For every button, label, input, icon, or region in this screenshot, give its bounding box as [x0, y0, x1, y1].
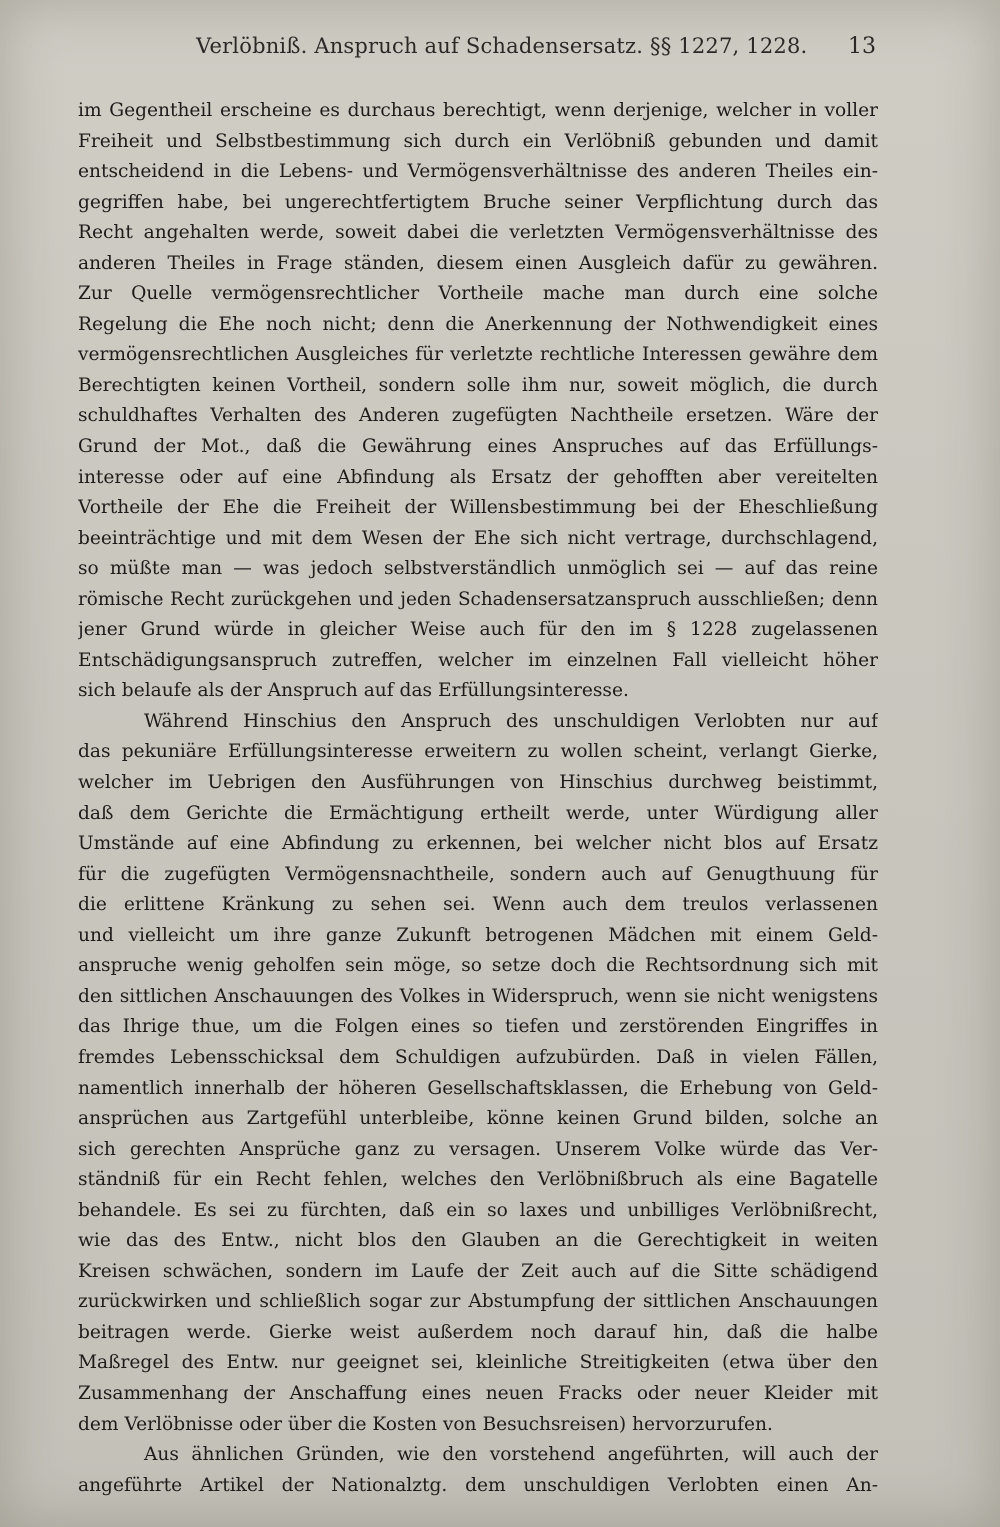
text-line: Zusammenhang der Anschaffung eines neuen Fracks oder neuer Kleider mit	[78, 1382, 878, 1404]
paragraph-first-line: Aus ähnlichen Gründen, wie den vorstehend angeführten, will auch der	[144, 1444, 878, 1466]
text-line: so müßte man — was jedoch selbstverständlich unmöglich sei — auf das reine	[78, 558, 878, 580]
running-title: Verlöbniß. Anspruch auf Schadensersatz. §§ 1227, 1228.	[196, 34, 808, 58]
text-line: anderen Theiles in Frage ständen, diesem einen Ausgleich dafür zu gewähren.	[78, 252, 878, 274]
text-line: beeinträchtige und mit dem Wesen der Ehe sich nicht vertrage, durchschlagend,	[78, 527, 878, 549]
paragraph-first-line: Während Hinschius den Anspruch des unschuldigen Verlobten nur auf	[144, 710, 878, 732]
text-line: die erlittene Kränkung zu sehen sei. Wenn auch dem treulos verlassenen	[78, 894, 878, 916]
text-line: Umstände auf eine Abfindung zu erkennen, bei welcher nicht blos auf Ersatz	[78, 833, 878, 855]
text-line: gegriffen habe, bei ungerechtfertigtem Bruche seiner Verpflichtung durch das	[78, 191, 878, 213]
text-line: das Ihrige thue, um die Folgen eines so tiefen und zerstörenden Eingriffes in	[78, 1016, 878, 1038]
text-line: zurückwirken und schließlich sogar zur Abstumpfung der sittlichen Anschauungen	[78, 1291, 878, 1313]
body-text	[78, 96, 878, 1501]
text-line: welcher im Uebrigen den Ausführungen von Hinschius durchweg beistimmt,	[78, 772, 878, 794]
text-line: ständniß für ein Recht fehlen, welches den Verlöbnißbruch als eine Bagatelle	[78, 1169, 878, 1191]
text-line: wie das des Entw., nicht blos den Glauben an die Gerechtigkeit in weiten	[78, 1230, 878, 1252]
text-line: namentlich innerhalb der höheren Gesellschaftsklassen, die Erhebung von Geld-	[78, 1077, 878, 1099]
text-line: angeführte Artikel der Nationalztg. dem unschuldigen Verlobten einen An-	[78, 1474, 878, 1496]
text-line: den sittlichen Anschauungen des Volkes in Widerspruch, wenn sie nicht wenigstens	[78, 985, 878, 1007]
text-line: römische Recht zurückgehen und jeden Schadensersatzanspruch ausschließen; denn	[78, 588, 878, 610]
paragraph-last-line: dem Verlöbnisse oder über die Kosten von Besuchsreisen) hervorzurufen.	[78, 1413, 773, 1435]
text-line: Zur Quelle vermögensrechtlicher Vortheile mache man durch eine solche	[78, 283, 878, 305]
text-line: Maßregel des Entw. nur geeignet sei, kleinliche Streitigkeiten (etwa über den	[78, 1352, 878, 1374]
text-line: und vielleicht um ihre ganze Zukunft betrogenen Mädchen mit einem Geld-	[78, 924, 878, 946]
text-line: Berechtigten keinen Vortheil, sondern solle ihm nur, soweit möglich, die durch	[78, 374, 878, 396]
text-line: beitragen werde. Gierke weist außerdem noch darauf hin, daß die halbe	[78, 1321, 878, 1343]
text-line: vermögensrechtlichen Ausgleiches für verletzte rechtliche Interessen gewähre dem	[78, 344, 878, 366]
text-line: Regelung die Ehe noch nicht; denn die Anerkennung der Nothwendigkeit eines	[78, 313, 878, 335]
text-line: ansprüchen aus Zartgefühl unterbleibe, könne keinen Grund bilden, solche an	[78, 1108, 878, 1130]
text-line: Kreisen schwächen, sondern im Laufe der Zeit auch auf die Sitte schädigend	[78, 1260, 878, 1282]
text-line: anspruche wenig geholfen sein möge, so setze doch die Rechtsordnung sich mit	[78, 955, 878, 977]
page-number: 13	[848, 34, 876, 59]
text-line: interesse oder auf eine Abfindung als Ersatz der gehofften aber vereitelten	[78, 466, 878, 488]
text-line: schuldhaftes Verhalten des Anderen zugefügten Nachtheile ersetzen. Wäre der	[78, 405, 878, 427]
text-line: für die zugefügten Vermögensnachtheile, sondern auch auf Genugthuung für	[78, 863, 878, 885]
text-line: behandele. Es sei zu fürchten, daß ein so laxes und unbilliges Verlöbnißrecht,	[78, 1199, 878, 1221]
text-line: Grund der Mot., daß die Gewährung eines Anspruches auf das Erfüllungs-	[78, 436, 878, 458]
text-line: das pekuniäre Erfüllungsinteresse erweitern zu wollen scheint, verlangt Gierke,	[78, 741, 878, 763]
text-line: Recht angehalten werde, soweit dabei die verletzten Vermögensverhältnisse des	[78, 222, 878, 244]
page-header	[196, 34, 876, 68]
text-line: Freiheit und Selbstbestimmung sich durch ein Verlöbniß gebunden und damit	[78, 130, 878, 152]
text-line: entscheidend in die Lebens- und Vermögensverhältnisse des anderen Theiles ein-	[78, 161, 878, 183]
text-line: Vortheile der Ehe die Freiheit der Willensbestimmung bei der Eheschließung	[78, 497, 878, 519]
text-line: daß dem Gerichte die Ermächtigung ertheilt werde, unter Würdigung aller	[78, 802, 878, 824]
text-line: im Gegentheil erscheine es durchaus berechtigt, wenn derjenige, welcher in voller	[78, 100, 878, 121]
paragraph-last-line: sich belaufe als der Anspruch auf das Erfüllungsinteresse.	[78, 680, 629, 702]
text-line: sich gerechten Ansprüche ganz zu versagen. Unserem Volke würde das Ver-	[78, 1138, 878, 1160]
text-line: Entschädigungsanspruch zutreffen, welcher im einzelnen Fall vielleicht höher	[78, 649, 878, 671]
text-line: fremdes Lebensschicksal dem Schuldigen aufzubürden. Daß in vielen Fällen,	[78, 1046, 878, 1068]
text-line: jener Grund würde in gleicher Weise auch für den im § 1228 zugelassenen	[78, 619, 878, 641]
